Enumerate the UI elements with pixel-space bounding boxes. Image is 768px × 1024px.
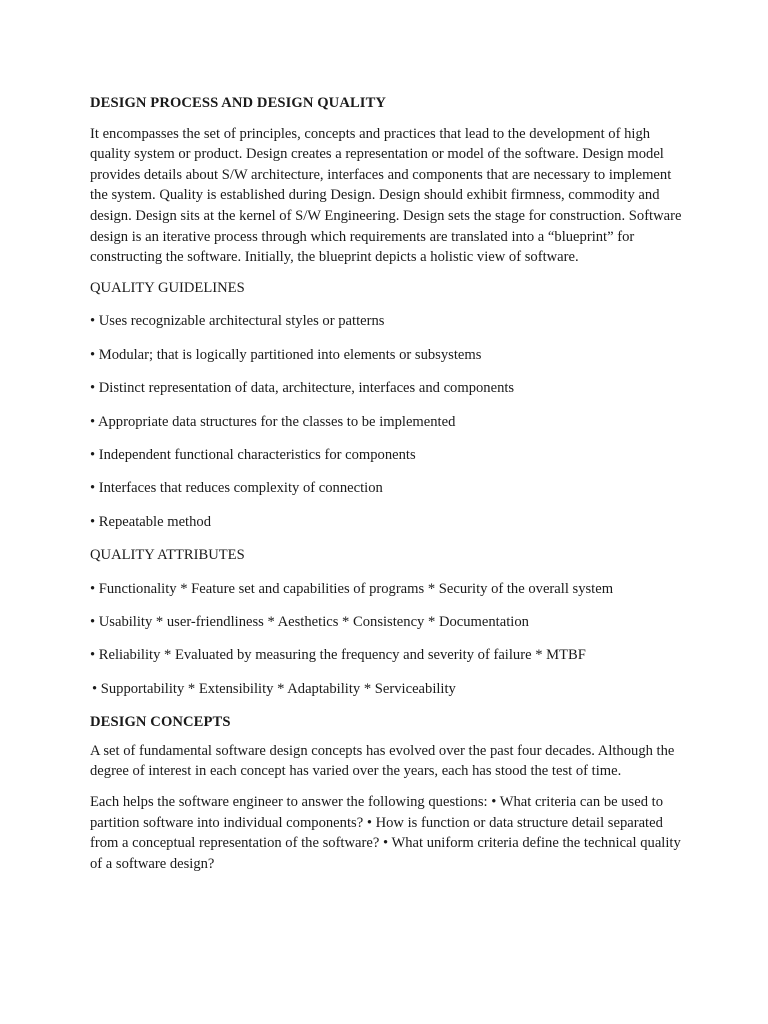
quality-guidelines-title: QUALITY GUIDELINES xyxy=(90,279,245,296)
quality-attributes-title: QUALITY ATTRIBUTES xyxy=(90,547,245,564)
list-item: • Modular; that is logically partitioned into elements or subsystems xyxy=(90,346,482,363)
quality-guidelines-list xyxy=(90,311,686,532)
concepts-paragraph-1: A set of fundamental software design concepts has evolved over the past four decades. Although the degree of interest in each concept has varied over the years, each has stood the test of time. xyxy=(90,742,675,780)
list-item: • Distinct representation of data, architecture, interfaces and components xyxy=(90,380,515,397)
list-item: • Interfaces that reduces complexity of connection xyxy=(90,480,383,497)
list-item: • Uses recognizable architectural styles or patterns xyxy=(90,313,385,330)
section-heading-design-process: DESIGN PROCESS AND DESIGN QUALITY xyxy=(90,95,387,111)
list-item: • Reliability * Evaluated by measuring the frequency and severity of failure * MTBF xyxy=(90,647,586,664)
section-heading-design-concepts: DESIGN CONCEPTS xyxy=(90,714,231,731)
list-item: • Functionality * Feature set and capabilities of programs * Security of the overall system xyxy=(90,580,614,597)
list-item: • Appropriate data structures for the classes to be implemented xyxy=(90,413,456,430)
concepts-paragraph-2: Each helps the software engineer to answer the following questions: • What criteria can be used to partition software into individual components? • How is function or data structure detail separated from a conceptual representation of the software? • What uniform criteria define the technical quality of a software design? xyxy=(90,794,681,872)
quality-attributes-list xyxy=(90,579,686,700)
intro-paragraph: It encompasses the set of principles, concepts and practices that lead to the development of high quality system or product. Design creates a representation or model of the software. Design model provides details about S/W architecture, interfaces and components that are necessary to implement the system. Quality is established during Design. Design should exhibit firmness, commodity and design. Design sits at the kernel of S/W Engineering. Design sets the stage for construction. Software design is an iterative process through which requirements are translated into a “blueprint” for constructing the software. Initially, the blueprint depicts a holistic view of software. xyxy=(90,125,682,266)
list-item: • Supportability * Extensibility * Adaptability * Serviceability xyxy=(92,680,456,697)
list-item: • Independent functional characteristics for components xyxy=(90,446,416,463)
list-item: • Usability * user-friendliness * Aesthetics * Consistency * Documentation xyxy=(90,614,529,631)
list-item: • Repeatable method xyxy=(90,513,212,530)
